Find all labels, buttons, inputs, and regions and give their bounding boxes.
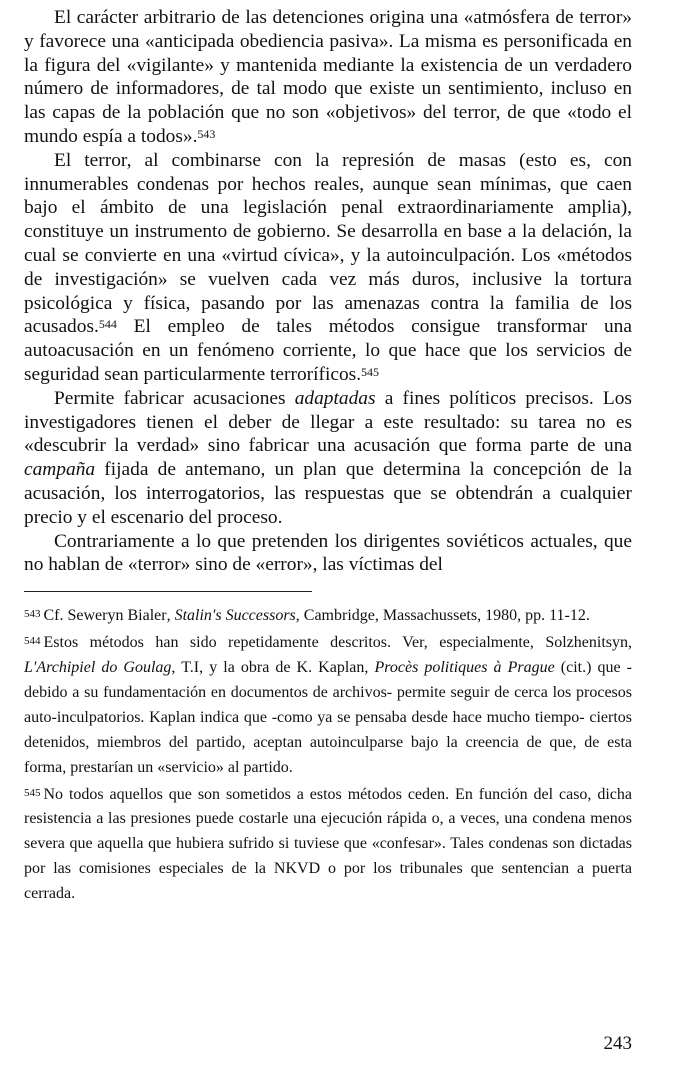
italic-text: , Stalin's Successors xyxy=(166,606,296,624)
italic-text: L'Archipiel do Goulag xyxy=(24,658,172,676)
paragraph xyxy=(24,149,632,387)
italic-text: Procès politiques à Prague xyxy=(374,658,555,676)
footnote-reference: 543 xyxy=(197,126,216,141)
italic-text: campaña xyxy=(24,459,96,481)
body-text xyxy=(24,6,632,577)
text-run: Estos métodos han sido repetidamente descritos. Ver, especialmente, Solzhenitsyn, xyxy=(43,633,632,651)
footnote-reference: 545 xyxy=(361,364,380,379)
text-run: a fines políticos precisos. Los investigadores tienen el deber de llegar a este resultado: su tarea no es «descubrir la verdad» sino fabricar una acusación que forma parte de una xyxy=(24,387,632,457)
text-run: El carácter arbitrario de las detenciones origina una «atmósfera de terror» y favorece una «anticipada obediencia pasiva». La misma es personificada en la figura del «vigilante» y mantenida mediante la existencia de un verdadero número de informadores, de tal modo que existe un sentimiento, incluso en las capas de la población que no son «objetivos» del terror, de que «todo el mundo espía a todos». xyxy=(24,7,632,147)
page-number: 243 xyxy=(603,1033,632,1054)
footnote-separator xyxy=(24,591,312,592)
paragraph xyxy=(24,387,632,530)
footnote-text xyxy=(44,607,590,624)
paragraph xyxy=(24,530,632,578)
text-run: Contrariamente a lo que pretenden los dirigentes soviéticos actuales, que no hablan de «terror» sino de «error», las víctimas del xyxy=(24,530,632,576)
text-run: No todos aquellos que son sometidos a estos métodos ceden. En función del caso, dicha resistencia a las presiones puede costarle una ejecución rápida o, a veces, una condena menos severa que aquella que hubiera sufrido si tuviese que «confesar». Tales condenas son dictadas por las comisiones especiales de la NKVD o por los tribunales que sentencian a puerta cerrada. xyxy=(24,785,632,903)
italic-text: adaptadas xyxy=(294,387,376,409)
text-run: , T.I, y la obra de K. Kaplan, xyxy=(171,658,375,676)
footnote-text xyxy=(24,634,632,776)
text-run: , Cambridge, Massachussets, 1980, pp. 11-12. xyxy=(295,606,590,624)
paragraph xyxy=(24,6,632,149)
footnote-number: 545 xyxy=(24,786,41,799)
text-run: fijada de antemano, un plan que determina la concepción de la acusación, los interrogatorios, las respuestas que se obtendrán a cualquier precio y el escenario del proceso. xyxy=(24,459,632,528)
footnote xyxy=(24,629,632,780)
text-run: El empleo de tales métodos consigue transformar una autoacusación en un fenómeno corriente, lo que hace que los servicios de seguridad sean particularmente terroríficos. xyxy=(24,316,632,385)
text-run: El terror, al combinarse con la represión de masas (esto es, con innumerables condenas por hechos reales, aunque sean mínimas, que caen bajo el ámbito de una legislación penal extraordinariamente amplia), constituye un instrumento de gobierno. Se desarrolla en base a la delación, la cual se convierte en una «virtud cívica», y la autoinculpación. Los «métodos de investigación» se vuelven cada vez más duros, inclusive la tortura psicológica y física, pasando por las amenazas contra la familia de los acusados. xyxy=(24,149,632,338)
footnote-reference: 544 xyxy=(98,317,117,332)
text-run: Cf. Seweryn Bialer xyxy=(43,606,167,624)
text-run: (cit.) que - debido a su fundamentación en documentos de archivos- permite seguir de cerca los procesos auto-inculpatorios. Kaplan indica que -como ya se pensaba desde hace mucho tiempo- ciertos detenidos, miembros del partido, aceptan autoinculparse bajo la creencia de que, de esta forma, prestarían un «servicio» al partido. xyxy=(24,658,633,776)
text-run: Permite fabricar acusaciones xyxy=(54,387,295,409)
footnote-text xyxy=(24,785,632,902)
footnotes xyxy=(24,602,632,906)
footnote xyxy=(24,781,632,907)
footnote-number: 543 xyxy=(24,608,41,621)
footnote-number: 544 xyxy=(24,634,41,647)
book-page xyxy=(24,0,632,907)
footnote xyxy=(24,602,632,628)
